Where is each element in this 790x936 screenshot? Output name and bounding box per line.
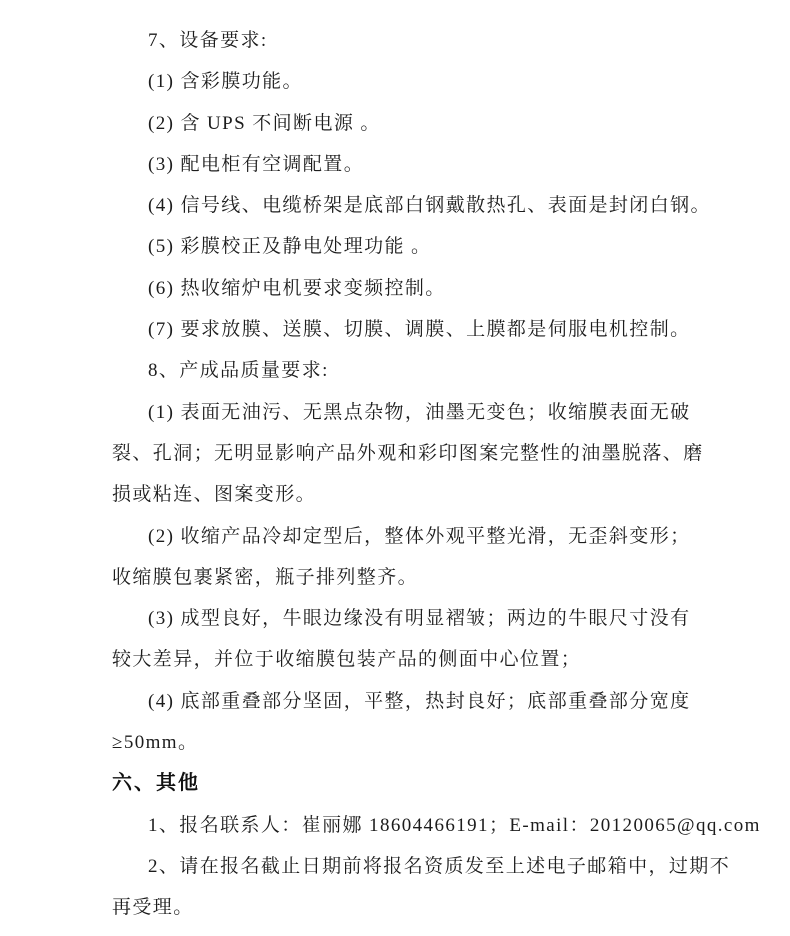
- section-8-heading: 8、产成品质量要求:: [148, 360, 329, 382]
- item-8-3-line2: 较大差异，并位于收缩膜包装产品的侧面中心位置；: [112, 649, 582, 671]
- item-8-4-line2: ≥50mm。: [112, 732, 199, 754]
- item-7-7: (7) 要求放膜、送膜、切膜、调膜、上膜都是伺服电机控制。: [148, 319, 691, 341]
- item-7-5: (5) 彩膜校正及静电处理功能 。: [148, 236, 432, 258]
- item-7-4: (4) 信号线、电缆桥架是底部白钢戴散热孔、表面是封闭白钢。: [148, 195, 711, 217]
- item-8-4-line1: (4) 底部重叠部分坚固，平整，热封良好；底部重叠部分宽度: [148, 690, 691, 712]
- item-7-1: (1) 含彩膜功能。: [148, 71, 303, 93]
- item-8-1-line1: (1) 表面无油污、无黑点杂物，油墨无变色；收缩膜表面无破: [148, 401, 691, 423]
- section-7-heading: 7、设备要求:: [148, 30, 268, 51]
- item-8-2-line2: 收缩膜包裹紧密，瓶子排列整齐。: [112, 566, 419, 588]
- item-other-deadline-line1: 2、请在报名截止日期前将报名资质发至上述电子邮箱中，过期不: [148, 855, 731, 877]
- section-6-other-heading: 六、其他: [112, 772, 200, 795]
- item-7-6: (6) 热收缩炉电机要求变频控制。: [148, 277, 446, 299]
- item-other-contact: 1、报名联系人：崔丽娜 18604466191；E-mail：20120065@qq.com: [148, 814, 761, 836]
- item-8-1-line3: 损或粘连、图案变形。: [112, 484, 317, 506]
- item-8-3-line1: (3) 成型良好，牛眼边缘没有明显褶皱；两边的牛眼尺寸没有: [148, 608, 691, 630]
- item-8-2-line1: (2) 收缩产品冷却定型后，整体外观平整光滑，无歪斜变形；: [148, 525, 691, 547]
- item-8-1-line2: 裂、孔洞；无明显影响产品外观和彩印图案完整性的油墨脱落、磨: [112, 442, 704, 464]
- item-7-2: (2) 含 UPS 不间断电源 。: [148, 112, 381, 134]
- item-7-3: (3) 配电柜有空调配置。: [148, 153, 365, 175]
- item-other-deadline-line2: 再受理。: [112, 897, 194, 919]
